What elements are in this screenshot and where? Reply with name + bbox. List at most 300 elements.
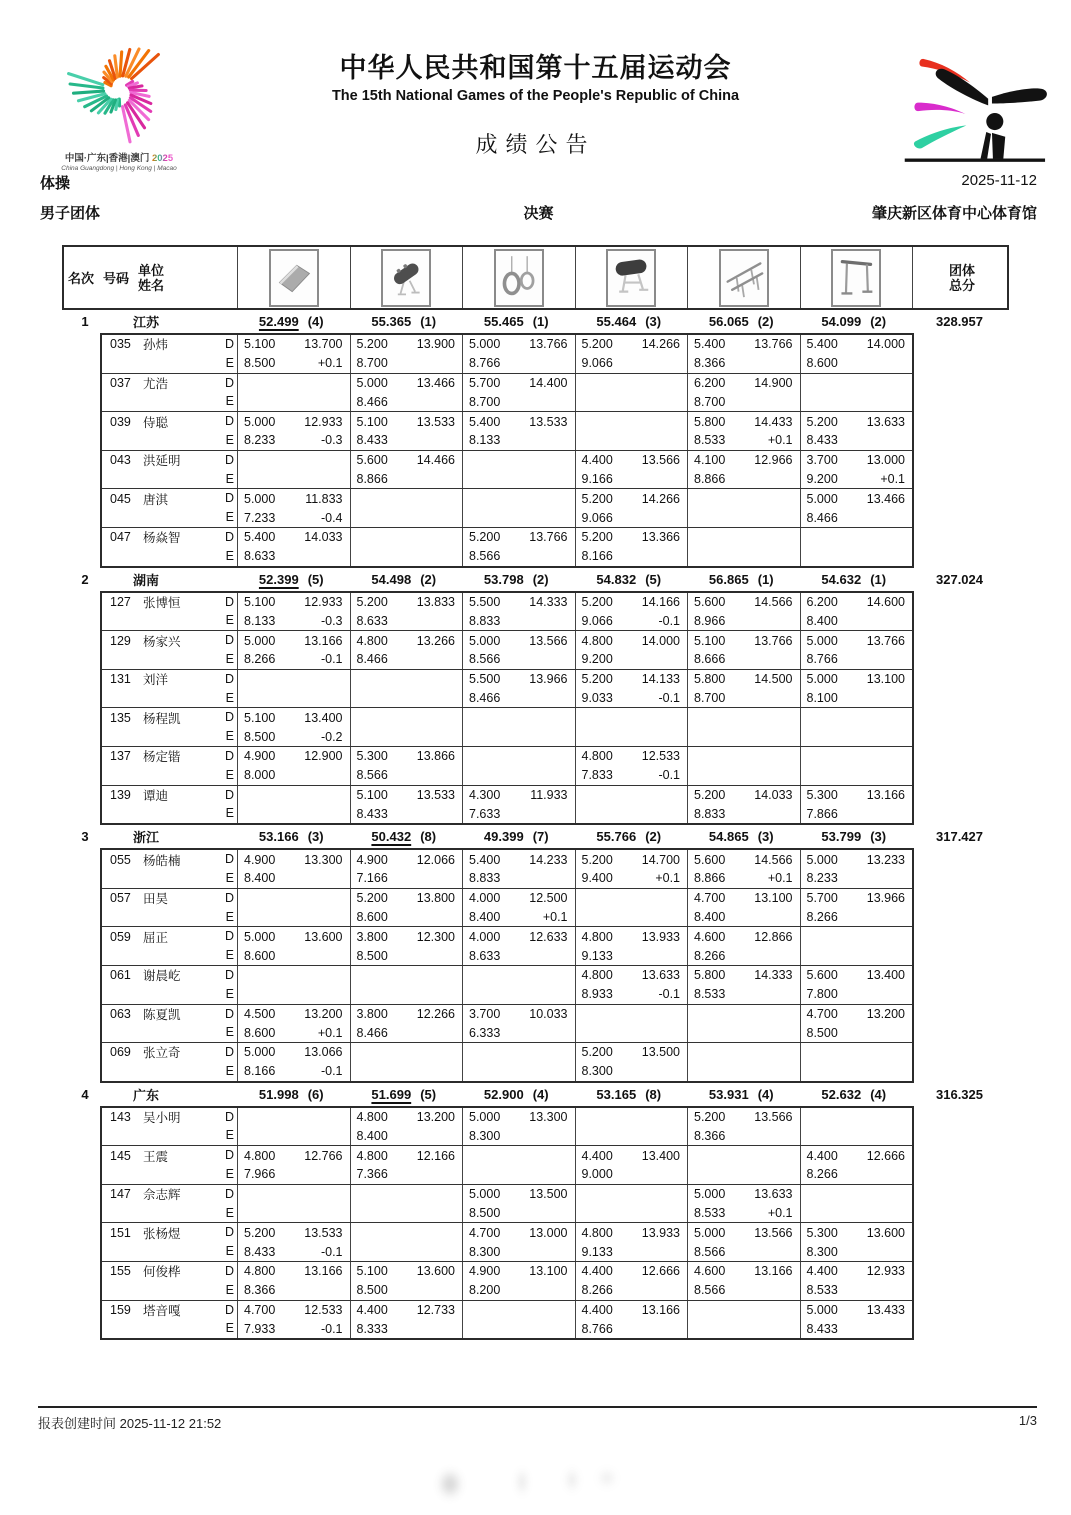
team-identity — [62, 312, 235, 331]
d-value: 5.600 — [806, 968, 838, 983]
e-value: 8.533 — [694, 987, 726, 1002]
apparatus-cell — [800, 593, 913, 631]
apparatus-cell — [462, 1223, 575, 1261]
apparatus-total-score: 54.632 — [821, 571, 862, 587]
e-value: 8.700 — [356, 356, 388, 371]
apparatus-cell — [462, 1301, 575, 1339]
final-score: 14.433 — [754, 414, 793, 429]
final-score: 13.200 — [866, 1006, 905, 1021]
d-value: 5.100 — [244, 337, 276, 352]
athlete-row — [102, 707, 912, 746]
final-score: 13.933 — [641, 929, 680, 944]
e-value: 9.200 — [806, 471, 838, 486]
apparatus-cell — [800, 1223, 913, 1261]
e-value: 8.833 — [694, 806, 726, 821]
apparatus-cell — [800, 1108, 913, 1146]
team-name: 湖南 — [132, 572, 159, 588]
de-labels — [225, 1223, 234, 1261]
bonus-penalty: +0.1 — [317, 356, 343, 371]
e-value: 8.333 — [356, 1321, 388, 1336]
d-value: 5.000 — [806, 672, 838, 687]
team-name: 广东 — [132, 1087, 159, 1103]
e-value: 8.000 — [244, 768, 276, 783]
athlete-name: 何俊桦 — [143, 1265, 181, 1280]
d-value: 4.900 — [469, 1264, 501, 1279]
final-score: 13.366 — [641, 530, 680, 545]
final-score: 12.933 — [866, 1264, 905, 1279]
e-value: 8.366 — [694, 356, 726, 371]
athlete-name: 唐淇 — [143, 492, 169, 507]
final-score: 13.900 — [416, 337, 455, 352]
e-score-label: E — [225, 767, 234, 782]
e-value: 9.400 — [581, 871, 613, 886]
apparatus-cell — [687, 786, 800, 824]
final-score: 13.566 — [641, 453, 680, 468]
athlete-row — [102, 1184, 912, 1223]
apparatus-cell — [687, 966, 800, 1004]
team-apparatus-total — [798, 572, 911, 587]
apparatus-cell — [687, 1185, 800, 1223]
final-score: 13.766 — [529, 337, 568, 352]
team-block — [62, 825, 1009, 1083]
e-value: 8.833 — [469, 871, 501, 886]
de-labels — [225, 593, 234, 631]
de-labels — [225, 631, 234, 669]
athlete-row — [102, 593, 912, 631]
e-score-label: E — [225, 1205, 234, 1220]
e-value: 8.433 — [356, 806, 388, 821]
d-score-label: D — [224, 1109, 234, 1124]
team-block — [62, 1083, 1009, 1341]
results-table — [62, 245, 1009, 1340]
final-score: 12.933 — [304, 414, 343, 429]
athlete-name: 洪延明 — [143, 454, 181, 469]
meta-row-1 — [40, 172, 1037, 193]
e-value: 8.400 — [694, 909, 726, 924]
athlete-id-cell — [102, 1108, 237, 1146]
final-score: 14.700 — [641, 852, 680, 867]
e-value: 8.633 — [469, 948, 501, 963]
d-value: 4.300 — [469, 787, 501, 802]
apparatus-cell — [237, 489, 350, 527]
athlete-id-cell — [102, 489, 237, 527]
d-value: 5.200 — [694, 787, 726, 802]
final-score: 13.966 — [529, 672, 568, 687]
apparatus-cell — [237, 966, 350, 1004]
d-value: 4.100 — [694, 453, 726, 468]
athlete-name: 张立奇 — [143, 1046, 181, 1061]
e-value: 8.600 — [806, 356, 838, 371]
d-value: 4.600 — [694, 929, 726, 944]
event-label: 男子团体 — [40, 205, 101, 222]
e-score-label: E — [225, 909, 234, 924]
d-value: 5.000 — [244, 633, 276, 648]
apparatus-cell — [350, 708, 463, 746]
apparatus-cell — [350, 631, 463, 669]
athlete-number: 055 — [110, 852, 131, 867]
d-value: 5.200 — [469, 530, 501, 545]
e-value: 8.766 — [806, 652, 838, 667]
athlete-id-cell — [102, 335, 237, 373]
de-labels — [225, 412, 234, 450]
apparatus-cell — [687, 1223, 800, 1261]
final-score: 12.866 — [754, 929, 793, 944]
apparatus-cell — [237, 1043, 350, 1081]
apparatus-cell — [462, 528, 575, 566]
apparatus-total-rank: (1) — [420, 314, 437, 329]
d-value: 5.000 — [806, 852, 838, 867]
athlete-name: 谢晨屹 — [143, 969, 181, 984]
phase-label: 决赛 — [523, 205, 554, 222]
athlete-name: 杨定锴 — [143, 750, 181, 765]
final-score: 11.933 — [530, 787, 568, 802]
apparatus-total-score: 52.499 — [258, 314, 299, 329]
final-score: 13.233 — [866, 852, 905, 867]
apparatus-cell — [575, 1043, 688, 1081]
apparatus-total-rank: (3) — [645, 314, 662, 329]
apparatus-cell — [237, 1301, 350, 1339]
e-value: 7.866 — [806, 806, 838, 821]
final-score: 13.533 — [304, 1225, 343, 1240]
d-value: 5.000 — [806, 633, 838, 648]
apparatus-cell — [575, 412, 688, 450]
athlete-id-cell — [102, 1223, 237, 1261]
final-score: 14.333 — [754, 968, 793, 983]
e-value: 8.266 — [806, 1167, 838, 1182]
de-labels — [225, 335, 234, 373]
e-value: 9.166 — [581, 471, 613, 486]
e-value: 8.400 — [244, 871, 276, 886]
e-score-label: E — [225, 1282, 234, 1297]
team-summary-row — [62, 1083, 1009, 1106]
apparatus-cell — [575, 374, 688, 412]
apparatus-total-score: 54.099 — [821, 314, 862, 329]
d-value: 4.800 — [581, 1225, 613, 1240]
apparatus-cell — [687, 1301, 800, 1339]
d-value: 5.000 — [469, 1110, 501, 1125]
meta-row-2 — [40, 202, 1037, 222]
apparatus-cell — [687, 1146, 800, 1184]
athlete-number: 063 — [110, 1006, 131, 1021]
apparatus-cell — [350, 889, 463, 927]
apparatus-cell — [687, 528, 800, 566]
d-value: 5.000 — [469, 1187, 501, 1202]
final-score: 13.600 — [416, 1264, 455, 1279]
athlete-name: 杨家兴 — [143, 634, 181, 649]
e-value: 8.233 — [244, 433, 276, 448]
apparatus-cell — [575, 927, 688, 965]
e-value: 8.233 — [806, 871, 838, 886]
athlete-row — [102, 527, 912, 566]
final-score: 14.600 — [866, 594, 905, 609]
apparatus-total-rank: (4) — [307, 314, 324, 329]
e-score-label: E — [225, 651, 234, 666]
apparatus-cell — [237, 1108, 350, 1146]
e-value: 7.233 — [244, 510, 276, 525]
d-value: 5.000 — [244, 929, 276, 944]
team-apparatus-total — [685, 1087, 798, 1102]
apparatus-cell — [800, 412, 913, 450]
d-score-label: D — [224, 1186, 234, 1201]
d-score-label: D — [224, 1264, 234, 1279]
apparatus-cell — [800, 1146, 913, 1184]
d-value: 5.100 — [356, 414, 388, 429]
d-value: 5.000 — [806, 491, 838, 506]
apparatus-cell — [687, 335, 800, 373]
apparatus-cell — [575, 631, 688, 669]
athlete-id-cell — [102, 1262, 237, 1300]
bonus-penalty: +0.1 — [767, 1206, 793, 1221]
d-score-label: D — [224, 594, 234, 609]
apparatus-cell — [462, 670, 575, 708]
footer-divider — [38, 1406, 1037, 1408]
d-value: 5.800 — [694, 968, 726, 983]
d-score-label: D — [224, 929, 234, 944]
athlete-row — [102, 888, 912, 927]
apparatus-cell — [687, 1043, 800, 1081]
apparatus-cell — [800, 631, 913, 669]
de-labels — [225, 451, 234, 489]
de-labels — [225, 850, 234, 888]
d-score-label: D — [224, 967, 234, 982]
d-score-label: D — [224, 710, 234, 725]
final-score: 12.633 — [529, 929, 568, 944]
page-number: 1/3 — [1018, 1413, 1037, 1428]
d-value: 5.200 — [806, 414, 838, 429]
unit-name-column-label: 单位 姓名 — [138, 262, 165, 293]
final-score: 12.166 — [416, 1148, 455, 1163]
apparatus-total-rank: (2) — [757, 314, 774, 329]
e-value: 8.400 — [356, 1128, 388, 1143]
athlete-row — [102, 335, 912, 373]
apparatus-cell — [462, 412, 575, 450]
de-labels — [225, 1301, 234, 1339]
apparatus-cell — [237, 708, 350, 746]
team-summary-row — [62, 568, 1009, 591]
de-labels — [225, 1108, 234, 1146]
e-value: 6.333 — [469, 1025, 501, 1040]
athlete-number: 039 — [110, 414, 131, 429]
final-score: 13.400 — [641, 1148, 680, 1163]
final-score: 12.733 — [416, 1303, 455, 1318]
final-score: 14.333 — [529, 594, 568, 609]
apparatus-cell — [237, 412, 350, 450]
athlete-id-cell — [102, 1146, 237, 1184]
e-value: 8.533 — [694, 433, 726, 448]
apparatus-cell — [350, 489, 463, 527]
apparatus-total-rank: (1) — [870, 571, 887, 587]
final-score: 14.500 — [754, 672, 793, 687]
apparatus-total-score: 54.865 — [708, 829, 749, 845]
apparatus-total-score: 55.766 — [596, 829, 637, 845]
athlete-row — [102, 411, 912, 450]
e-value: 8.566 — [694, 1283, 726, 1298]
athlete-number: 129 — [110, 633, 131, 648]
athlete-number: 147 — [110, 1187, 131, 1202]
apparatus-cell — [800, 335, 913, 373]
final-score: 13.166 — [641, 1303, 680, 1318]
d-value: 5.200 — [356, 594, 388, 609]
e-value: 8.500 — [244, 356, 276, 371]
apparatus-cell — [462, 1262, 575, 1300]
apparatus-cell — [687, 708, 800, 746]
games-title-en: The 15th National Games of the People's Republic of China — [331, 88, 740, 104]
e-value: 8.700 — [469, 394, 501, 409]
d-score-label: D — [224, 337, 234, 351]
apparatus-cell — [575, 1262, 688, 1300]
d-value: 4.900 — [244, 749, 276, 764]
event-date: 2025-11-12 — [961, 172, 1037, 189]
final-score: 13.266 — [416, 633, 455, 648]
sport-label: 体操 — [40, 175, 71, 192]
e-value: 8.966 — [694, 613, 726, 628]
final-score: 14.266 — [641, 491, 680, 506]
final-score: 13.766 — [754, 633, 793, 648]
bonus-penalty: -0.3 — [320, 613, 343, 628]
team-identity — [62, 1085, 235, 1104]
athlete-name: 杨程凯 — [143, 711, 181, 726]
apparatus-total-rank: (4) — [870, 1086, 887, 1102]
d-value: 5.000 — [469, 337, 501, 352]
e-value: 8.266 — [581, 1283, 613, 1298]
e-value: 7.633 — [469, 806, 501, 821]
apparatus-total-rank: (3) — [870, 829, 887, 845]
d-value: 4.800 — [356, 1110, 388, 1125]
final-score: 12.533 — [304, 1303, 343, 1318]
team-apparatus-total — [235, 572, 348, 587]
apparatus-cell — [350, 1043, 463, 1081]
apparatus-cell — [800, 374, 913, 412]
final-score: 13.766 — [866, 633, 905, 648]
d-value: 5.200 — [581, 594, 613, 609]
apparatus-cell — [237, 1185, 350, 1223]
e-value: 8.566 — [356, 768, 388, 783]
d-value: 5.800 — [694, 414, 726, 429]
apparatus-total-score: 53.931 — [708, 1086, 749, 1102]
athlete-name: 王震 — [143, 1149, 169, 1164]
final-score: 13.500 — [641, 1045, 680, 1060]
apparatus-total-score: 52.632 — [821, 1086, 862, 1102]
team-apparatus-total — [573, 572, 686, 587]
e-value: 8.400 — [469, 909, 501, 924]
athlete-id-cell — [102, 1043, 237, 1081]
athlete-row — [102, 785, 912, 824]
apparatus-total-rank: (5) — [307, 571, 324, 587]
d-value: 4.800 — [581, 749, 613, 764]
apparatus-cell — [800, 927, 913, 965]
apparatus-cell — [237, 747, 350, 785]
d-value: 5.700 — [469, 375, 501, 390]
athlete-row — [102, 450, 912, 489]
apparatus-cell — [462, 374, 575, 412]
final-score: 13.166 — [304, 633, 343, 648]
d-value: 5.200 — [581, 530, 613, 545]
athlete-row — [102, 850, 912, 888]
athlete-row — [102, 965, 912, 1004]
final-score: 13.566 — [754, 1225, 793, 1240]
bonus-penalty: -0.1 — [658, 613, 680, 628]
apparatus-cell — [350, 966, 463, 1004]
athlete-row — [102, 746, 912, 785]
apparatus-cell — [237, 528, 350, 566]
d-value: 5.000 — [694, 1225, 726, 1240]
apparatus-total-rank: (1) — [532, 314, 549, 329]
e-value: 8.500 — [469, 1206, 501, 1221]
athletes-table — [100, 591, 914, 826]
d-value: 5.100 — [244, 710, 276, 725]
e-value: 8.300 — [806, 1244, 838, 1259]
rings-column-header — [462, 247, 575, 308]
team-apparatus-total — [573, 314, 686, 329]
d-value: 4.400 — [581, 1303, 613, 1318]
apparatus-cell — [800, 1301, 913, 1339]
final-score: 11.833 — [305, 491, 343, 506]
athlete-row — [102, 1108, 912, 1146]
apparatus-total-score: 52.900 — [483, 1086, 524, 1102]
apparatus-cell — [462, 1146, 575, 1184]
final-score: 10.033 — [529, 1006, 568, 1021]
apparatus-cell — [575, 1108, 688, 1146]
apparatus-cell — [687, 747, 800, 785]
e-value: 8.133 — [469, 433, 501, 448]
d-value: 4.900 — [244, 852, 276, 867]
team-total-score: 316.325 — [936, 1086, 983, 1102]
e-value: 8.400 — [806, 613, 838, 628]
apparatus-cell — [350, 451, 463, 489]
e-value: 7.800 — [806, 987, 838, 1002]
e-value: 8.300 — [469, 1244, 501, 1259]
e-value: 9.200 — [581, 652, 613, 667]
final-score: 13.466 — [866, 491, 905, 506]
d-value: 5.100 — [244, 594, 276, 609]
number-column-label: 号码 — [103, 271, 130, 286]
d-value: 5.200 — [581, 672, 613, 687]
d-value: 4.800 — [244, 1264, 276, 1279]
apparatus-total-rank: (7) — [532, 829, 549, 845]
apparatus-cell — [350, 786, 463, 824]
e-value: 8.833 — [469, 613, 501, 628]
athlete-number: 145 — [110, 1148, 131, 1163]
apparatus-cell — [462, 927, 575, 965]
team-apparatus-total — [460, 314, 573, 329]
team-apparatus-total — [798, 1087, 911, 1102]
team-total-column-header: 团体 总分 — [912, 247, 1011, 308]
athlete-number: 159 — [110, 1303, 131, 1318]
d-value: 4.800 — [581, 633, 613, 648]
de-labels — [225, 786, 234, 824]
venue-label: 肇庆新区体育中心体育馆 — [871, 205, 1037, 222]
team-identity — [62, 570, 235, 589]
games-title-cn: 中华人民共和国第十五届运动会 — [339, 53, 732, 83]
de-labels — [225, 747, 234, 785]
apparatus-cell — [575, 593, 688, 631]
rings-icon — [494, 249, 544, 307]
apparatus-total-score: 51.699 — [371, 1086, 412, 1102]
final-score: 12.300 — [416, 929, 455, 944]
apparatus-cell — [462, 889, 575, 927]
de-labels — [225, 966, 234, 1004]
apparatus-total-rank: (3) — [307, 829, 324, 845]
apparatus-cell — [462, 708, 575, 746]
d-value: 5.200 — [356, 337, 388, 352]
team-summary-row — [62, 310, 1009, 333]
final-score: 13.200 — [416, 1110, 455, 1125]
athlete-name: 尤浩 — [143, 376, 169, 391]
e-score-label: E — [225, 690, 234, 705]
final-score: 13.700 — [304, 337, 343, 352]
d-score-label: D — [224, 748, 234, 763]
de-labels — [225, 528, 234, 566]
